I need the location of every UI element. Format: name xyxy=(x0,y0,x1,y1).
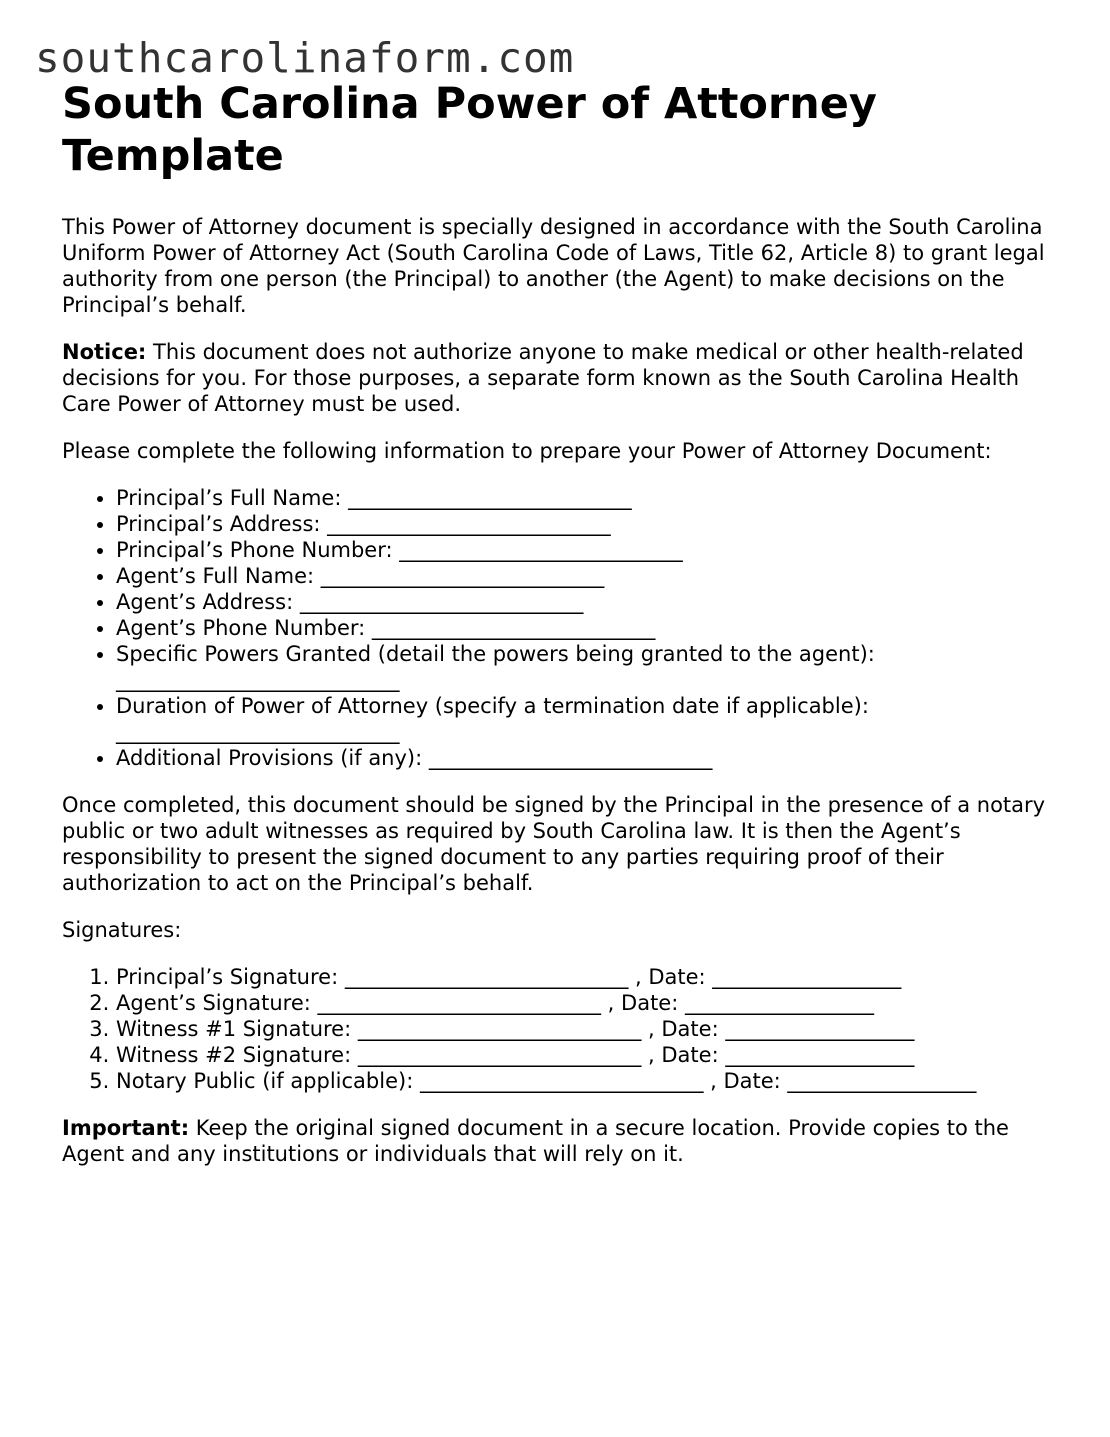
field-agent-phone[interactable]: • Agent’s Phone Number: ___________________________ xyxy=(116,615,1052,641)
field-principal-full-name[interactable]: • Principal’s Full Name: ___________________________ xyxy=(116,485,1052,511)
important-text: Keep the original signed document in a secure location. Provide copies to the Agent and any institutions or individuals that will rely on it. xyxy=(62,1116,1009,1166)
document-body xyxy=(62,78,1052,1167)
field-agent-address[interactable]: • Agent’s Address: ___________________________ xyxy=(116,589,1052,615)
field-specific-powers[interactable]: • Specific Powers Granted (detail the powers being granted to the agent): ___________________________ xyxy=(116,641,1052,693)
field-duration[interactable]: • Duration of Power of Attorney (specify a termination date if applicable): ___________________________ xyxy=(116,693,1052,745)
signature-witness-1[interactable]: 3. Witness #1 Signature: ___________________________ , Date: __________________ xyxy=(116,1016,1052,1042)
completion-paragraph: Once completed, this document should be signed by the Principal in the presence of a notary public or two adult witnesses as required by South Carolina law. It is then the Agent’s responsibility to present the signed document to any parties requiring proof of their authorization to act on the Principal’s behalf. xyxy=(62,793,1046,895)
information-fields-list xyxy=(62,485,1052,771)
field-principal-phone[interactable]: • Principal’s Phone Number: ___________________________ xyxy=(116,537,1052,563)
site-watermark: southcarolinaform.com xyxy=(35,34,575,82)
instructions-paragraph: Please complete the following information to prepare your Power of Attorney Document: xyxy=(62,439,992,463)
signatures-heading: Signatures: xyxy=(62,918,182,942)
important-label: Important: xyxy=(62,1116,190,1140)
notice-text: This document does not authorize anyone to make medical or other health-related decisions for you. For those purposes, a separate form known as the South Carolina Health Care Power of Attorney must be used. xyxy=(62,340,1024,416)
signature-notary[interactable]: 5. Notary Public (if applicable): ___________________________ , Date: __________________ xyxy=(116,1068,1052,1094)
page-title: South Carolina Power of Attorney Template xyxy=(62,79,877,181)
signatures-list xyxy=(62,964,1052,1094)
signature-agent[interactable]: 2. Agent’s Signature: ___________________________ , Date: __________________ xyxy=(116,990,1052,1016)
intro-paragraph: This Power of Attorney document is specially designed in accordance with the South Carolina Uniform Power of Attorney Act (South Carolina Code of Laws, Title 62, Article 8) to grant legal authority from one person (the Principal) to another (the Agent) to make decisions on the Principal’s behalf. xyxy=(62,215,1045,317)
field-additional-provisions[interactable]: • Additional Provisions (if any): ___________________________ xyxy=(116,745,1052,771)
signature-witness-2[interactable]: 4. Witness #2 Signature: ___________________________ , Date: __________________ xyxy=(116,1042,1052,1068)
notice-paragraph xyxy=(62,339,1052,417)
field-agent-full-name[interactable]: • Agent’s Full Name: ___________________________ xyxy=(116,563,1052,589)
field-principal-address[interactable]: • Principal’s Address: ___________________________ xyxy=(116,511,1052,537)
important-paragraph xyxy=(62,1115,1052,1167)
notice-label: Notice: xyxy=(62,340,147,364)
signature-principal[interactable]: 1. Principal’s Signature: ___________________________ , Date: __________________ xyxy=(116,964,1052,990)
